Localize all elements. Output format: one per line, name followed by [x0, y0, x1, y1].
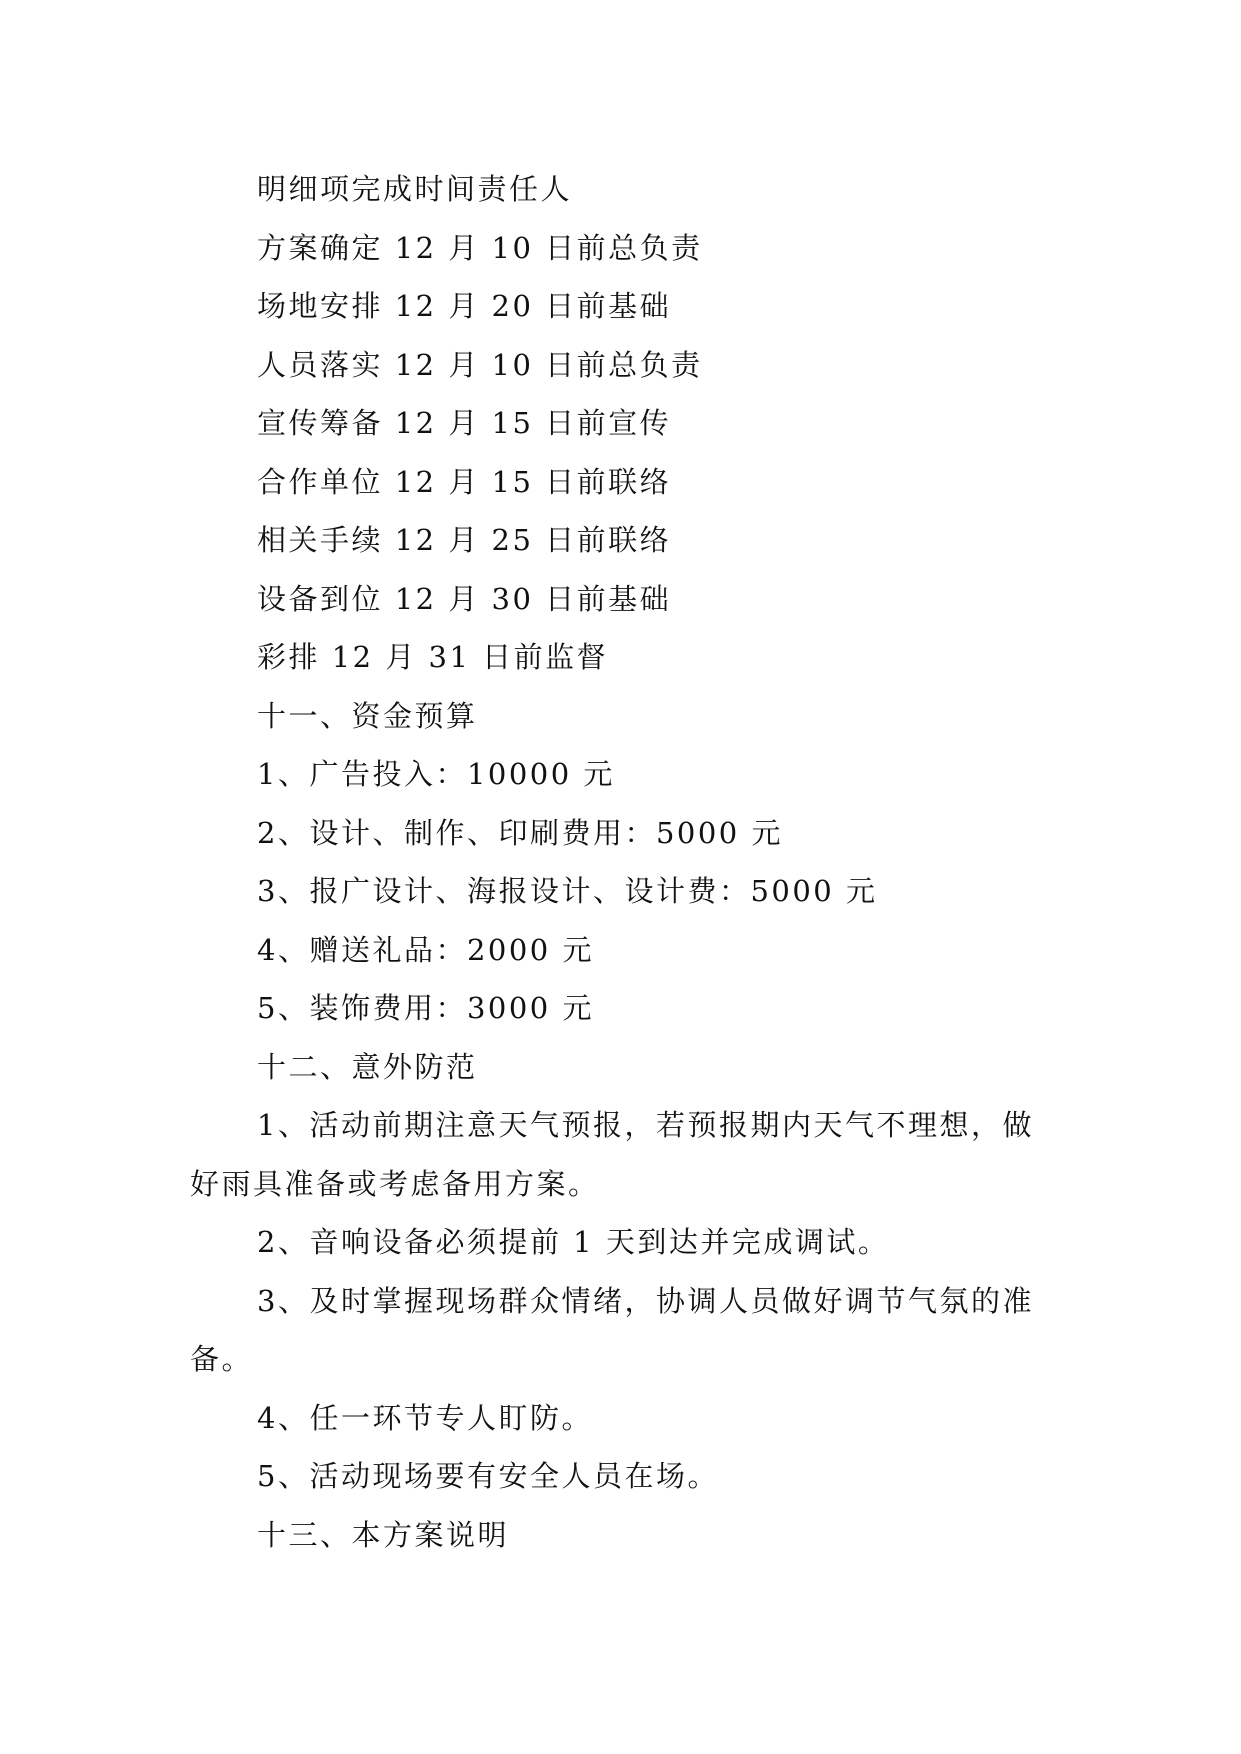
schedule-row: 场地安排 12 月 20 日前基础 [257, 289, 672, 323]
section-heading-plan-notes: 十三、本方案说明 [257, 1517, 510, 1552]
document-body [190, 160, 1060, 1564]
contingency-item: 5、活动现场要有安全人员在场。 [257, 1459, 719, 1493]
schedule-row: 彩排 12 月 31 日前监督 [257, 640, 609, 674]
budget-item: 2、设计、制作、印刷费用：5000 元 [257, 815, 783, 850]
budget-item: 5、装饰费用：3000 元 [257, 991, 594, 1025]
schedule-row: 方案确定 12 月 10 日前总负责 [257, 230, 703, 265]
section-heading-contingency: 十二、意外防范 [257, 1049, 478, 1084]
budget-item: 3、报广设计、海报设计、设计费：5000 元 [257, 874, 878, 908]
contingency-item: 4、任一环节专人盯防。 [257, 1400, 593, 1435]
contingency-item: 1、活动前期注意天气预报，若预报期内天气不理想，做好雨具准备或考虑备用方案。 [190, 1108, 1034, 1201]
contingency-item: 2、音响设备必须提前 1 天到达并完成调试。 [257, 1225, 890, 1259]
section-heading-budget: 十一、资金预算 [257, 698, 478, 733]
schedule-header: 明细项完成时间责任人 [257, 172, 573, 206]
schedule-row: 合作单位 12 月 15 日前联络 [257, 464, 672, 499]
budget-item: 4、赠送礼品：2000 元 [257, 932, 594, 967]
contingency-item: 3、及时掌握现场群众情绪，协调人员做好调节气氛的准备。 [190, 1283, 1034, 1376]
schedule-row: 人员落实 12 月 10 日前总负责 [257, 347, 703, 382]
schedule-row: 设备到位 12 月 30 日前基础 [257, 581, 672, 616]
budget-item: 1、广告投入：10000 元 [257, 757, 615, 791]
schedule-row: 相关手续 12 月 25 日前联络 [257, 523, 672, 557]
schedule-row: 宣传筹备 12 月 15 日前宣传 [257, 406, 672, 440]
